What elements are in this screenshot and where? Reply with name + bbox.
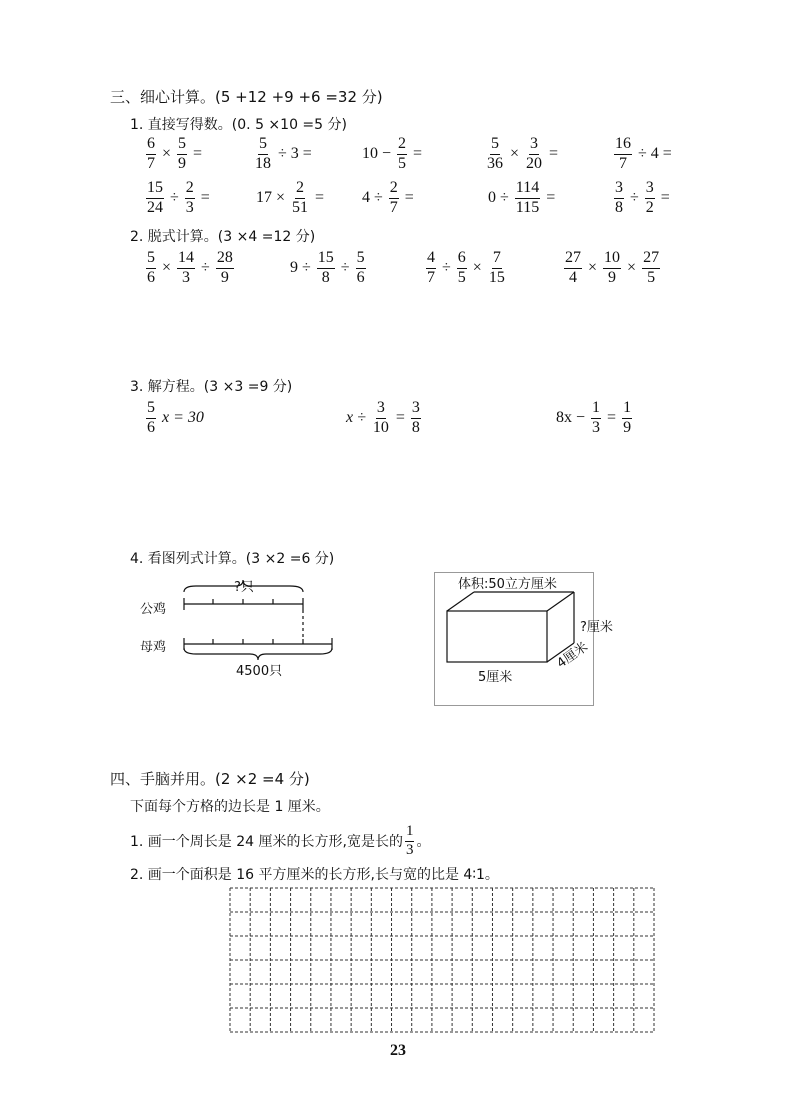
fig1-question: ?只 <box>234 580 254 595</box>
fig2-volume: 体积:50立方厘米 <box>458 577 557 592</box>
fig1-total: 4500只 <box>236 664 283 679</box>
p1-r2-e1: $\frac{15}{24}$ ÷ $\frac{2}{3}$ = <box>147 179 210 216</box>
part1-title: 1. 直接写得数。(0. 5 ×10 =5 分) <box>130 117 347 133</box>
section4-title: 四、手脑并用。(2 ×2 =4 分) <box>110 770 310 788</box>
p3-e3: 8x − $\frac{1}{3}$ = $\frac{1}{9}$ <box>556 399 632 436</box>
section4-intro: 下面每个方格的边长是 1 厘米。 <box>130 799 330 815</box>
fig2-length: 5厘米 <box>478 670 513 685</box>
section3-title: 三、细心计算。(5 +12 +9 +6 =32 分) <box>110 88 383 106</box>
drawing-grid[interactable] <box>228 886 656 1034</box>
fig1-rooster-label: 公鸡 <box>140 602 167 617</box>
p1-r1-e3: 10 − $\frac{2}{5}$ = <box>362 135 423 172</box>
part2-title: 2. 脱式计算。(3 ×4 =12 分) <box>130 229 316 245</box>
p3-e2: x ÷ $\frac{3}{10}$ = $\frac{3}{8}$ <box>346 399 420 436</box>
fig2-frame <box>434 572 594 706</box>
p1-r1-e2: $\frac{5}{18}$ ÷ 3 = <box>255 135 312 172</box>
section4-q2: 2. 画一个面积是 16 平方厘米的长方形,长与宽的比是 4∶1。 <box>130 867 499 883</box>
part4-title: 4. 看图列式计算。(3 ×2 =6 分) <box>130 551 335 567</box>
p1-r2-e3: 4 ÷ $\frac{2}{7}$ = <box>362 179 414 216</box>
p1-r1-e1: $\frac{6}{7}$ × $\frac{5}{9}$ = <box>147 135 203 172</box>
p3-e1: $\frac{5}{6}$ x = 30 <box>147 399 204 436</box>
page-number: 23 <box>390 1042 406 1059</box>
p2-e2: 9 ÷ $\frac{15}{8}$ ÷ $\frac{5}{6}$ <box>290 249 365 286</box>
p2-e1: $\frac{5}{6}$ × $\frac{14}{3}$ ÷ $\frac{28}{9}$ <box>147 249 233 286</box>
p1-r2-e5: $\frac{3}{8}$ ÷ $\frac{3}{2}$ = <box>615 179 670 216</box>
p2-e4: $\frac{27}{4}$ × $\frac{10}{9}$ × $\frac{27}{5}$ <box>565 249 660 286</box>
p2-e3: $\frac{4}{7}$ ÷ $\frac{6}{5}$ × $\frac{7}{15}$ <box>427 249 505 286</box>
p1-r2-e4: 0 ÷ $\frac{114}{115}$ = <box>488 179 556 216</box>
section4-q1: 1. 画一个周长是 24 厘米的长方形,宽是长的 $\frac{1}{3}$ 。 <box>130 823 431 858</box>
p1-r1-e5: $\frac{16}{7}$ ÷ 4 = <box>615 135 672 172</box>
fig2-height: ?厘米 <box>580 620 613 635</box>
part3-title: 3. 解方程。(3 ×3 =9 分) <box>130 379 293 395</box>
p1-r2-e2: 17 × $\frac{2}{51}$ = <box>256 179 325 216</box>
p1-r1-e4: $\frac{5}{36}$ × $\frac{3}{20}$ = <box>487 135 559 172</box>
fig2-width: 4厘米 <box>554 639 591 672</box>
fig1-hen-label: 母鸡 <box>140 640 167 655</box>
